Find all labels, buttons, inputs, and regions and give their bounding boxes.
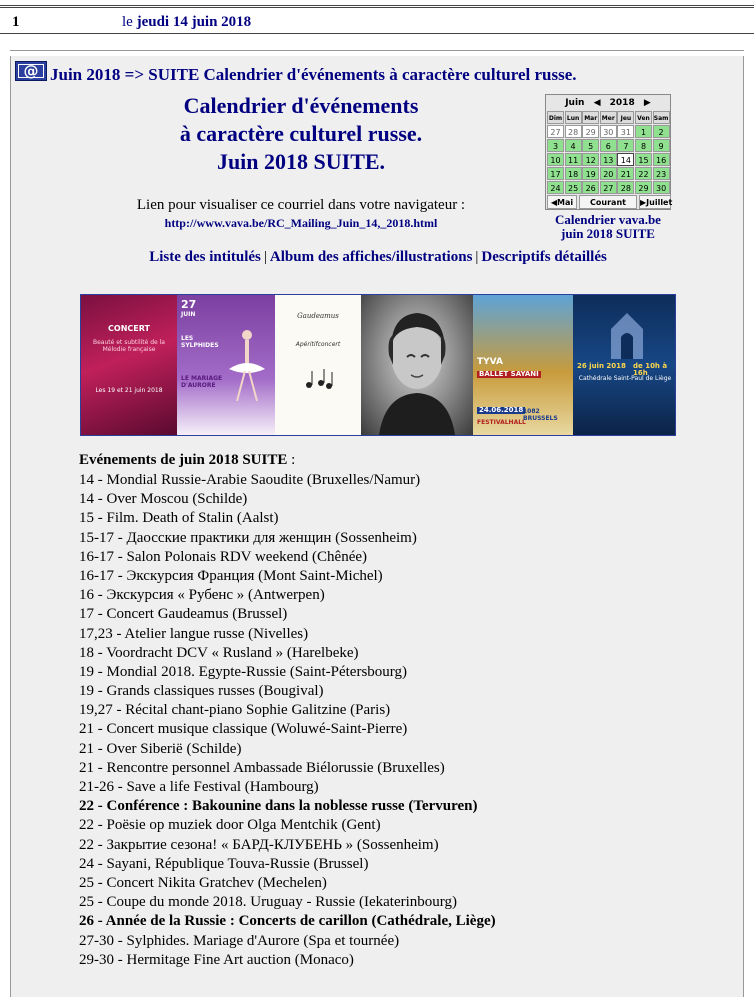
link-details[interactable]: Descriptifs détaillés — [481, 249, 607, 265]
events-heading-colon: : — [287, 452, 296, 468]
events-heading — [79, 452, 295, 469]
calendar-day[interactable]: 31 — [617, 125, 634, 138]
link-list-titles[interactable]: Liste des intitulés — [149, 249, 261, 265]
poster2-month: JUIN — [181, 311, 196, 318]
calendar-day[interactable]: 27 — [600, 181, 617, 194]
event-item[interactable]: 29-30 - Hermitage Fine Art auction (Monaco) — [79, 951, 354, 968]
poster2-title-2: LE MARIAGE D'AURORE — [181, 375, 223, 389]
calendar-day[interactable]: 30 — [600, 125, 617, 138]
poster6-date: 26 juin 2018 — [577, 362, 626, 370]
poster-bakounine-portrait[interactable] — [361, 295, 473, 435]
calendar-day[interactable]: 16 — [653, 153, 670, 166]
calendar-day[interactable]: 28 — [565, 125, 582, 138]
poster5-ballet: BALLET SAYANI — [479, 370, 539, 378]
calendar-caption-link[interactable] — [541, 213, 675, 241]
calendar-day[interactable]: 20 — [600, 167, 617, 180]
event-item[interactable]: 19,27 - Récital chant-piano Sophie Galitzine (Paris) — [79, 702, 391, 719]
calendar-day[interactable]: 1 — [635, 125, 652, 138]
calendar-day[interactable]: 5 — [582, 139, 599, 152]
date-prefix: le — [122, 14, 133, 30]
title-line-3: Juin 2018 SUITE. — [216, 149, 386, 174]
calendar-day[interactable]: 27 — [547, 125, 564, 138]
poster-gaudeamus[interactable] — [275, 295, 361, 435]
poster1-subtitle: Beauté et subtilité de la Mélodie française — [93, 339, 165, 353]
calendar-day[interactable]: 7 — [617, 139, 634, 152]
calendar-day[interactable]: 24 — [547, 181, 564, 194]
calendar-day[interactable]: 17 — [547, 167, 564, 180]
event-item[interactable]: 14 - Mondial Russie-Arabie Saoudite (Bruxelles/Namur) — [79, 472, 421, 488]
event-item[interactable]: 22 - Poësie op muziek door Olga Mentchik (Gent) — [79, 817, 381, 834]
calendar-day[interactable]: 29 — [635, 181, 652, 194]
calendar-day[interactable]: 29 — [582, 125, 599, 138]
calendar-next-label: Juillet — [646, 198, 673, 207]
calendar-day[interactable]: 3 — [547, 139, 564, 152]
calendar-day[interactable]: 21 — [617, 167, 634, 180]
poster-sylphides[interactable] — [177, 295, 275, 435]
calendar-day[interactable]: 22 — [635, 167, 652, 180]
poster5-tyva: TYVA — [477, 357, 503, 367]
event-item[interactable]: 22 - Закрытие сезона! « БАРД-КЛУБЕНЬ » (Sossenheim) — [79, 836, 439, 853]
calendar-day[interactable]: 2 — [653, 125, 670, 138]
date-divider — [0, 33, 754, 34]
calendar-prev-label: Mai — [557, 198, 574, 207]
calendar-day[interactable]: 23 — [653, 167, 670, 180]
event-item[interactable]: 19 - Mondial 2018. Egypte-Russie (Saint-Pétersbourg) — [79, 663, 408, 680]
event-item[interactable]: 15-17 - Даосские практики для женщин (Sossenheim) — [79, 529, 417, 546]
calendar-day[interactable]: 10 — [547, 153, 564, 166]
poster6-place: Cathédrale Saint-Paul de Liège — [578, 375, 672, 382]
calendar-weekday: Jeu — [617, 111, 634, 124]
calendar-day[interactable]: 12 — [582, 153, 599, 166]
calendar-weekday: Mer — [600, 111, 617, 124]
posters-banner[interactable] — [80, 294, 676, 436]
view-in-browser-link[interactable]: http://www.vava.be/RC_Mailing_Juin_14,_2018.html — [164, 216, 438, 230]
event-item[interactable]: 25 - Coupe du monde 2018. Uruguay - Russie (Iekaterinbourg) — [79, 894, 457, 911]
main-content — [10, 56, 744, 997]
event-item[interactable]: 14 - Over Moscou (Schilde) — [79, 491, 248, 508]
event-item[interactable]: 21 - Rencontre personnel Ambassade Biélorussie (Bruxelles) — [79, 759, 445, 776]
calendar-day[interactable]: 4 — [565, 139, 582, 152]
email-at-icon[interactable]: @ — [15, 61, 47, 81]
calendar-header — [546, 95, 670, 111]
calendar-prev-month[interactable] — [547, 195, 577, 209]
calendar-day[interactable]: 19 — [582, 167, 599, 180]
calendar-footer — [547, 195, 671, 209]
event-item[interactable]: 27-30 - Sylphides. Mariage d'Aurore (Spa et tournée) — [79, 932, 400, 949]
event-item[interactable]: 19 - Grands classiques russes (Bougival) — [79, 683, 324, 700]
event-item[interactable]: 17,23 - Atelier langue russe (Nivelles) — [79, 625, 309, 642]
poster1-date: Les 19 et 21 juin 2018 — [95, 387, 163, 394]
calendar-day[interactable]: 26 — [582, 181, 599, 194]
poster6-time: de 10h à 16h — [633, 362, 668, 377]
event-item[interactable]: 16-17 - Экскурсия Франция (Mont Saint-Michel) — [79, 567, 383, 584]
calendar-next-arrow-icon: ▶ — [640, 198, 647, 207]
poster-melodie-francaise[interactable] — [81, 295, 177, 435]
event-item[interactable]: 15 - Film. Death of Stalin (Aalst) — [79, 510, 279, 527]
page-title — [81, 92, 521, 176]
event-item[interactable]: 16-17 - Salon Polonais RDV weekend (Chênée) — [79, 548, 368, 565]
poster2-title-1: LES SYLPHIDES — [181, 335, 219, 349]
event-item[interactable]: 26 - Année de la Russie : Concerts de carillon (Cathédrale, Liège) — [79, 913, 496, 930]
event-item[interactable]: 21 - Over Siberië (Schilde) — [79, 740, 242, 757]
event-item[interactable]: 16 - Экскурсия « Рубенс » (Antwerpen) — [79, 587, 325, 604]
poster2-day: 27 — [181, 298, 197, 311]
calendar-current-month[interactable]: Courant — [579, 195, 637, 209]
ballerina-icon — [223, 325, 269, 405]
calendar-weekday: Ven — [635, 111, 652, 124]
calendar-year: 2018 — [609, 98, 635, 108]
calendar-prev-arrow-icon: ◀ — [550, 198, 558, 207]
link-separator: | — [263, 249, 267, 265]
calendar-weekday: Sam — [653, 111, 670, 124]
calendar-day[interactable]: 8 — [635, 139, 652, 152]
calendar-day[interactable]: 18 — [565, 167, 582, 180]
poster-ballet-sayani[interactable] — [473, 295, 573, 435]
calendar-day[interactable]: 25 — [565, 181, 582, 194]
cathedral-icon — [607, 309, 647, 359]
calendar-day[interactable]: 9 — [653, 139, 670, 152]
calendar-day[interactable]: 6 — [600, 139, 617, 152]
poster3-title: Gaudeamus — [297, 312, 339, 320]
section-links — [11, 249, 745, 266]
top-divider — [0, 5, 754, 6]
calendar-day[interactable]: 28 — [617, 181, 634, 194]
calendar-caption-line-1: Calendrier vava.be — [555, 212, 661, 227]
event-item[interactable]: 18 - Voordracht DCV « Rusland » (Harelbeke) — [79, 644, 359, 661]
events-heading-bold: Evénements de juin 2018 SUITE — [79, 452, 288, 468]
event-item[interactable]: 21-26 - Save a life Festival (Hambourg) — [79, 779, 319, 795]
date-text — [122, 14, 251, 31]
calendar-month: Juin — [565, 98, 585, 108]
poster5-venue: FESTIVALHALL — [477, 419, 526, 426]
main-top-divider — [10, 50, 744, 51]
event-item[interactable]: 17 - Concert Gaudeamus (Brussel) — [79, 606, 288, 623]
poster5-date: 24.06.2018 — [479, 406, 524, 414]
events-list — [79, 471, 496, 970]
calendar-caption-line-2: juin 2018 SUITE — [561, 226, 655, 241]
title-line-2: à caractère culturel russe. — [179, 121, 423, 146]
poster3-subtitle: Apéritifconcert — [295, 341, 341, 348]
mini-calendar — [545, 94, 671, 210]
poster5-city: 1082 BRUSSELS — [523, 408, 558, 422]
calendar-day-today[interactable]: 14 — [617, 153, 634, 166]
poster1-title: CONCERT — [108, 324, 150, 333]
calendar-next-month[interactable] — [639, 195, 671, 209]
music-notes-icon — [301, 365, 335, 391]
calendar-weekday: Lun — [565, 111, 582, 124]
link-album[interactable]: Album des affiches/illustrations — [269, 249, 473, 265]
date-value: jeudi 14 juin 2018 — [136, 14, 252, 30]
event-item[interactable]: 21 - Concert musique classique (Woluwé-Saint-Pierre) — [79, 721, 408, 738]
calendar-next-icon[interactable]: ▶ — [643, 98, 651, 108]
view-in-browser-label: Lien pour visualiser ce courriel dans votre navigateur : — [136, 197, 466, 213]
top-divider-2 — [0, 7, 754, 8]
calendar-day[interactable]: 30 — [653, 181, 670, 194]
event-item[interactable]: 22 - Conférence : Bakounine dans la noblesse russe (Tervuren) — [79, 798, 478, 815]
calendar-weekday: Mar — [582, 111, 599, 124]
calendar-weekday: Dim — [547, 111, 564, 124]
title-line-1: Calendrier d'événements — [183, 93, 419, 118]
issue-number: 1 — [12, 14, 20, 30]
calendar-prev-icon[interactable]: ◀ — [593, 98, 601, 108]
event-item[interactable]: 25 - Concert Nikita Gratchev (Mechelen) — [79, 874, 327, 891]
portrait-icon — [361, 295, 473, 435]
calendar-day[interactable]: 11 — [565, 153, 582, 166]
top-title-link[interactable]: Juin 2018 => SUITE Calendrier d'événements à caractère culturel russe. — [50, 65, 577, 84]
poster-carillon-liege[interactable] — [573, 295, 676, 435]
event-item[interactable]: 24 - Sayani, République Touva-Russie (Brussel) — [79, 855, 369, 872]
calendar-day[interactable]: 13 — [600, 153, 617, 166]
calendar-day[interactable]: 15 — [635, 153, 652, 166]
link-separator: | — [475, 249, 479, 265]
